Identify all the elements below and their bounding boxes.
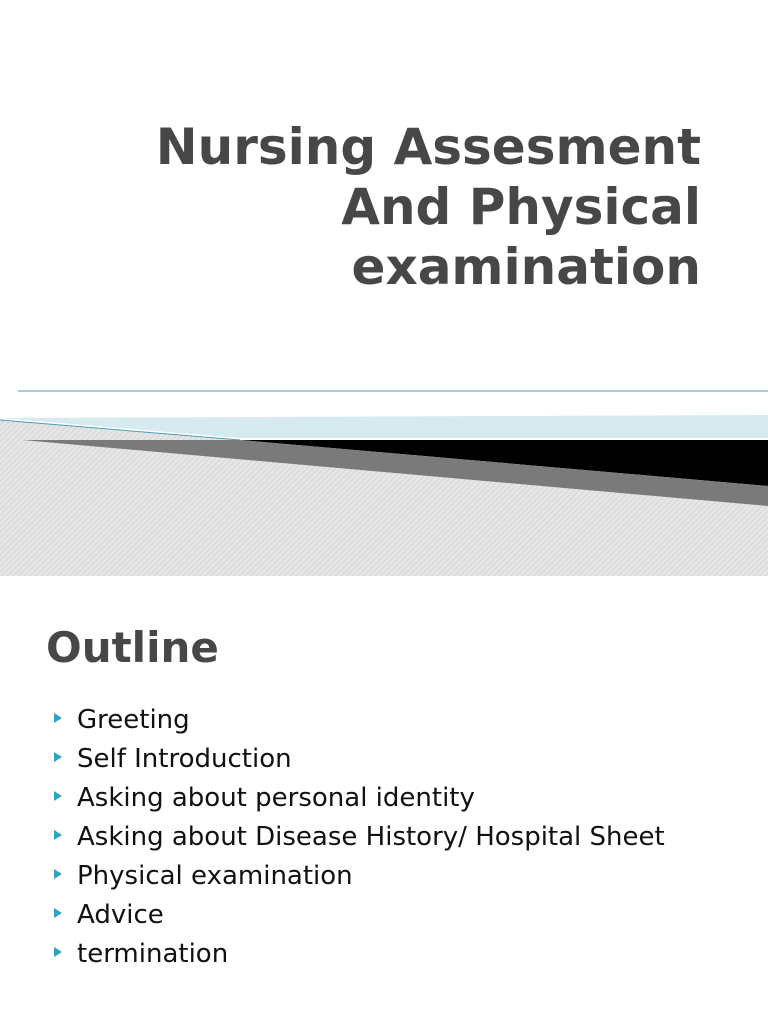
- list-item: [52, 821, 692, 854]
- triangle-right-icon: [54, 869, 62, 879]
- triangle-right-icon: [54, 908, 62, 918]
- list-item-label: Self Introduction: [77, 744, 292, 774]
- list-item: [52, 860, 692, 893]
- triangle-right-icon: [54, 713, 62, 723]
- title-line: examination: [351, 238, 701, 296]
- list-item-label: Asking about personal identity: [77, 783, 475, 813]
- list-item-label: Greeting: [77, 705, 190, 735]
- list-item-label: Advice: [77, 900, 164, 930]
- title-line: Nursing Assesment: [155, 118, 701, 176]
- list-item-label: Asking about Disease History/ Hospital Sheet: [77, 822, 665, 852]
- list-item: [52, 938, 692, 971]
- outline-list: [52, 704, 692, 977]
- list-item-label: Physical examination: [77, 861, 353, 891]
- list-item: [52, 899, 692, 932]
- list-item-label: termination: [77, 939, 229, 969]
- triangle-right-icon: [54, 947, 62, 957]
- outline-slide: [0, 576, 768, 1024]
- triangle-right-icon: [54, 752, 62, 762]
- list-item: [52, 704, 692, 737]
- list-item: [52, 782, 692, 815]
- triangle-right-icon: [54, 791, 62, 801]
- title-line: And Physical: [341, 178, 701, 236]
- list-item: [52, 743, 692, 776]
- triangle-right-icon: [54, 830, 62, 840]
- outline-heading: Outline: [46, 623, 219, 672]
